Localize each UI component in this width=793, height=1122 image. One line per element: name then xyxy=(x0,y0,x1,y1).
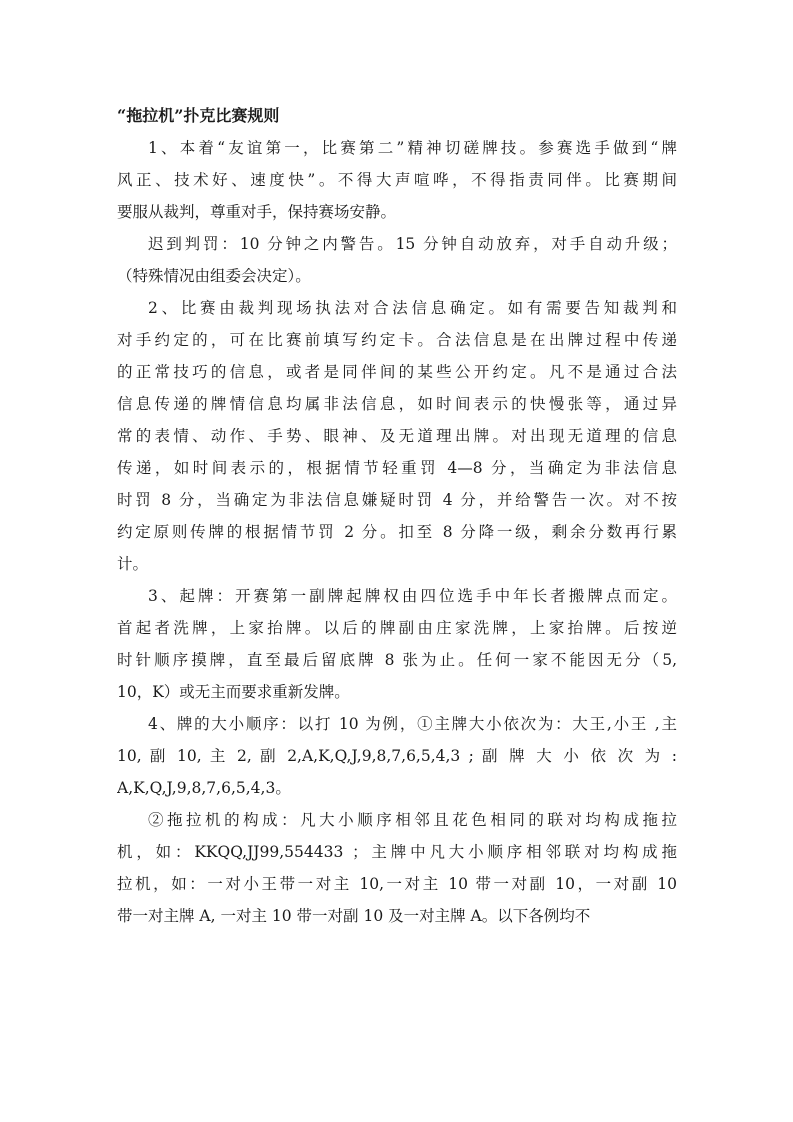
paragraph-line: 10，K）或无主而要求重新发牌。 xyxy=(117,683,350,701)
paragraph-line: 要服从裁判，尊重对手，保持赛场安静。 xyxy=(117,203,397,221)
paragraph xyxy=(117,228,677,292)
paragraph-line: 对手约定的，可在比赛前填写约定卡。合法信息是在出牌过程中传递 xyxy=(117,331,677,349)
paragraph-line: （特殊情况由组委会决定）。 xyxy=(117,267,311,285)
paragraph-line: 首起者洗牌，上家抬牌。以后的牌副由庄家洗牌，上家抬牌。后按逆 xyxy=(117,619,677,637)
paragraph-line: 的正常技巧的信息，或者是同伴间的某些公开约定。凡不是通过合法 xyxy=(117,363,677,381)
document-title: “拖拉机”扑克比赛规则 xyxy=(117,106,280,125)
paragraph-line: 时针顺序摸牌，直至最后留底牌 8 张为止。任何一家不能因无分（5, xyxy=(117,651,677,669)
paragraph-line: 传递，如时间表示的，根据情节轻重罚 4—8 分，当确定为非法信息 xyxy=(117,459,677,477)
paragraph-line: A,K,Q,J,9,8,7,6,5,4,3。 xyxy=(117,779,291,797)
paragraph-line: 2、比赛由裁判现场执法对合法信息确定。如有需要告知裁判和 xyxy=(148,299,677,317)
paragraph xyxy=(117,580,677,708)
document-body xyxy=(117,132,677,932)
paragraph-line: 4、牌的大小顺序：以打 10 为例，①主牌大小依次为：大王,小王 ,主 xyxy=(148,715,677,733)
paragraph-line: 带一对主牌 A, 一对主 10 带一对副 10 及一对主牌 A。以下各例均不 xyxy=(117,907,591,925)
paragraph-line: 拉机，如：一对小王带一对主 10,一对主 10 带一对副 10，一对副 10 xyxy=(117,875,677,893)
paragraph-line: 迟到判罚：10 分钟之内警告。15 分钟自动放弃，对手自动升级； xyxy=(148,235,677,253)
paragraph-line: 计。 xyxy=(117,555,149,573)
paragraph-line: 机，如：KKQQ,JJ99,554433 ；主牌中凡大小顺序相邻联对均构成拖 xyxy=(117,843,677,861)
paragraph-line: 常的表情、动作、手势、眼神、及无道理出牌。对出现无道理的信息 xyxy=(117,427,677,445)
paragraph xyxy=(117,132,677,228)
paragraph-line: 3、起牌：开赛第一副牌起牌权由四位选手中年长者搬牌点而定。 xyxy=(148,587,677,605)
paragraph-line: 约定原则传牌的根据情节罚 2 分。扣至 8 分降一级，剩余分数再行累 xyxy=(117,523,677,541)
paragraph-line: 1、本着“友谊第一，比赛第二”精神切磋牌技。参赛选手做到“牌 xyxy=(148,139,677,157)
paragraph-line: 风正、技术好、速度快”。不得大声喧哗，不得指责同伴。比赛期间 xyxy=(117,171,677,189)
paragraph xyxy=(117,708,677,804)
document-page xyxy=(117,100,677,932)
paragraph-line: 信息传递的牌情信息均属非法信息，如时间表示的快慢张等，通过异 xyxy=(117,395,677,413)
paragraph-line: ②拖拉机的构成：凡大小顺序相邻且花色相同的联对均构成拖拉 xyxy=(148,811,677,829)
paragraph xyxy=(117,292,677,580)
paragraph-line: 时罚 8 分，当确定为非法信息嫌疑时罚 4 分，并给警告一次。对不按 xyxy=(117,491,677,509)
paragraph-line: 10, 副 10, 主 2, 副 2,A,K,Q,J,9,8,7,6,5,4,3 ; 副 牌 大 小 依 次 为 : xyxy=(117,747,677,765)
paragraph xyxy=(117,804,677,932)
